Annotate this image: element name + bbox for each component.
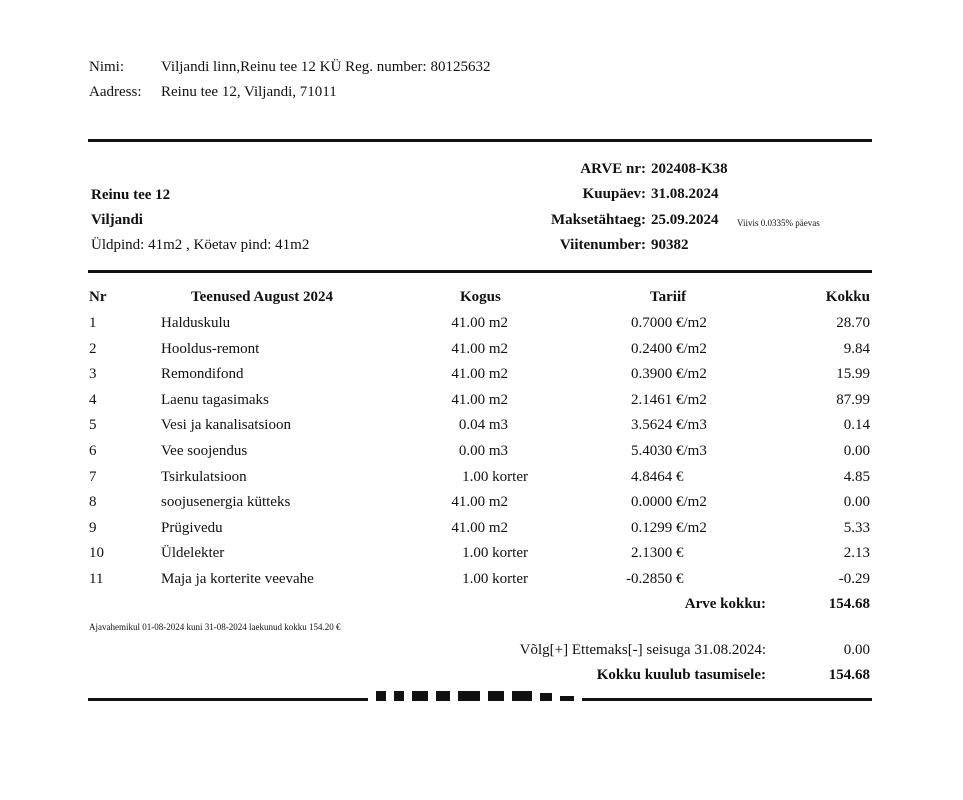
row-tariff: 4.8464 € xyxy=(631,468,684,485)
row-total: 2.13 xyxy=(843,545,870,562)
row-total: 28.70 xyxy=(836,315,870,331)
row-qty: 0.04 m3 xyxy=(458,417,508,434)
row-nr: 4 xyxy=(89,391,97,408)
invoice-ref-value: 90382 xyxy=(651,237,689,253)
col-header-total: Kokku xyxy=(825,289,870,305)
row-total: 0.00 xyxy=(843,494,870,511)
row-total: 9.84 xyxy=(843,340,870,357)
row-service: Tsirkulatsioon xyxy=(161,468,247,485)
row-total: 4.85 xyxy=(843,468,870,485)
row-tariff: 3.5624 €/m3 xyxy=(631,417,707,434)
property-street: Reinu tee 12 xyxy=(91,187,171,203)
row-service: Prügivedu xyxy=(161,519,223,536)
row-service: soojusenergia kütteks xyxy=(161,494,291,511)
invoice-due-label: Maksetähtaeg: xyxy=(551,212,646,228)
row-tariff: 2.1300 € xyxy=(631,545,684,562)
row-nr: 3 xyxy=(89,366,97,383)
invoice-number-value: 202408-K38 xyxy=(651,161,728,177)
row-qty: 1.00 korter xyxy=(462,545,528,562)
row-total: 87.99 xyxy=(836,391,870,408)
table-row xyxy=(0,341,963,363)
invoice-date-value: 31.08.2024 xyxy=(651,186,719,202)
row-total: 0.14 xyxy=(843,417,870,434)
table-row xyxy=(0,571,963,593)
row-tariff: 5.4030 €/m3 xyxy=(631,443,707,459)
table-row xyxy=(0,366,963,388)
table-row xyxy=(0,443,963,465)
row-service: Vee soojendus xyxy=(161,443,248,459)
row-service: Vesi ja kanalisatsioon xyxy=(161,417,291,434)
row-qty: 41.00 m2 xyxy=(451,391,508,408)
row-tariff: 0.7000 €/m2 xyxy=(631,315,707,331)
row-qty: 41.00 m2 xyxy=(451,366,508,383)
invoice-total-label: Arve kokku: xyxy=(684,596,766,612)
row-nr: 11 xyxy=(89,571,104,587)
col-header-qty: Kogus xyxy=(460,289,501,305)
row-nr: 2 xyxy=(89,340,97,357)
row-nr: 8 xyxy=(89,494,97,511)
row-service: Hooldus-remont xyxy=(161,340,260,357)
received-note: Ajavahemikul 01-08-2024 kuni 31-08-2024 laekunud kokku 154.20 € xyxy=(89,622,341,632)
row-qty: 1.00 korter xyxy=(462,468,528,485)
owner-address-value: Reinu tee 12, Viljandi, 71011 xyxy=(161,84,337,100)
clipped-stamp-graphic xyxy=(350,690,608,702)
payable-label: Kokku kuulub tasumisele: xyxy=(596,667,766,683)
row-service: Maja ja korterite veevahe xyxy=(161,571,314,587)
row-nr: 1 xyxy=(89,315,97,331)
col-header-service: Teenused August 2024 xyxy=(191,289,333,305)
row-qty: 1.00 korter xyxy=(462,571,528,587)
row-service: Üldelekter xyxy=(161,545,225,562)
invoice-total-value: 154.68 xyxy=(828,596,870,612)
row-total: 15.99 xyxy=(836,366,870,383)
row-nr: 9 xyxy=(89,519,97,536)
row-nr: 10 xyxy=(89,545,104,562)
invoice-number-label: ARVE nr: xyxy=(580,161,646,177)
debt-label: Võlg[+] Ettemaks[-] seisuga 31.08.2024: xyxy=(519,642,766,658)
table-row xyxy=(0,469,963,491)
table-row xyxy=(0,392,963,414)
invoice-ref-label: Viitenumber: xyxy=(559,237,646,253)
property-city: Viljandi xyxy=(91,212,143,228)
owner-address-label: Aadress: xyxy=(89,84,142,100)
row-qty: 41.00 m2 xyxy=(451,315,508,331)
row-tariff: -0.2850 € xyxy=(626,571,684,587)
row-nr: 6 xyxy=(89,443,97,459)
row-service: Remondifond xyxy=(161,366,244,383)
row-qty: 41.00 m2 xyxy=(451,494,508,511)
row-total: -0.29 xyxy=(838,571,870,587)
invoice-due-value: 25.09.2024 xyxy=(651,212,719,228)
row-qty: 41.00 m2 xyxy=(451,340,508,357)
row-tariff: 2.1461 €/m2 xyxy=(631,391,707,408)
table-row xyxy=(0,417,963,439)
payable-value: 154.68 xyxy=(828,667,870,683)
row-tariff: 0.0000 €/m2 xyxy=(631,494,707,511)
table-row xyxy=(0,494,963,516)
table-row xyxy=(0,315,963,337)
col-header-nr: Nr xyxy=(89,289,107,305)
row-qty: 0.00 m3 xyxy=(458,443,508,459)
col-header-tariff: Tariif xyxy=(650,289,687,305)
invoice-penalty-note: Viivis 0.0335% päevas xyxy=(737,218,820,228)
header-divider-top xyxy=(88,139,872,142)
row-nr: 5 xyxy=(89,417,97,434)
row-tariff: 0.3900 €/m2 xyxy=(631,366,707,383)
row-total: 5.33 xyxy=(843,519,870,536)
row-nr: 7 xyxy=(89,468,97,485)
row-total: 0.00 xyxy=(843,443,870,459)
invoice-date-label: Kuupäev: xyxy=(582,186,646,202)
footer-divider-right xyxy=(608,698,872,701)
row-service: Laenu tagasimaks xyxy=(161,391,269,408)
table-row xyxy=(0,545,963,567)
table-row xyxy=(0,520,963,542)
row-tariff: 0.1299 €/m2 xyxy=(631,519,707,536)
header-divider-bottom xyxy=(88,270,872,273)
owner-name-value: Viljandi linn,Reinu tee 12 KÜ Reg. number: 80125632 xyxy=(161,59,491,75)
row-tariff: 0.2400 €/m2 xyxy=(631,340,707,357)
row-qty: 41.00 m2 xyxy=(451,519,508,536)
debt-value: 0.00 xyxy=(843,642,870,658)
property-area: Üldpind: 41m2 , Köetav pind: 41m2 xyxy=(91,237,310,253)
owner-name-label: Nimi: xyxy=(89,59,125,75)
row-service: Halduskulu xyxy=(161,315,231,331)
footer-divider-left xyxy=(88,698,350,701)
